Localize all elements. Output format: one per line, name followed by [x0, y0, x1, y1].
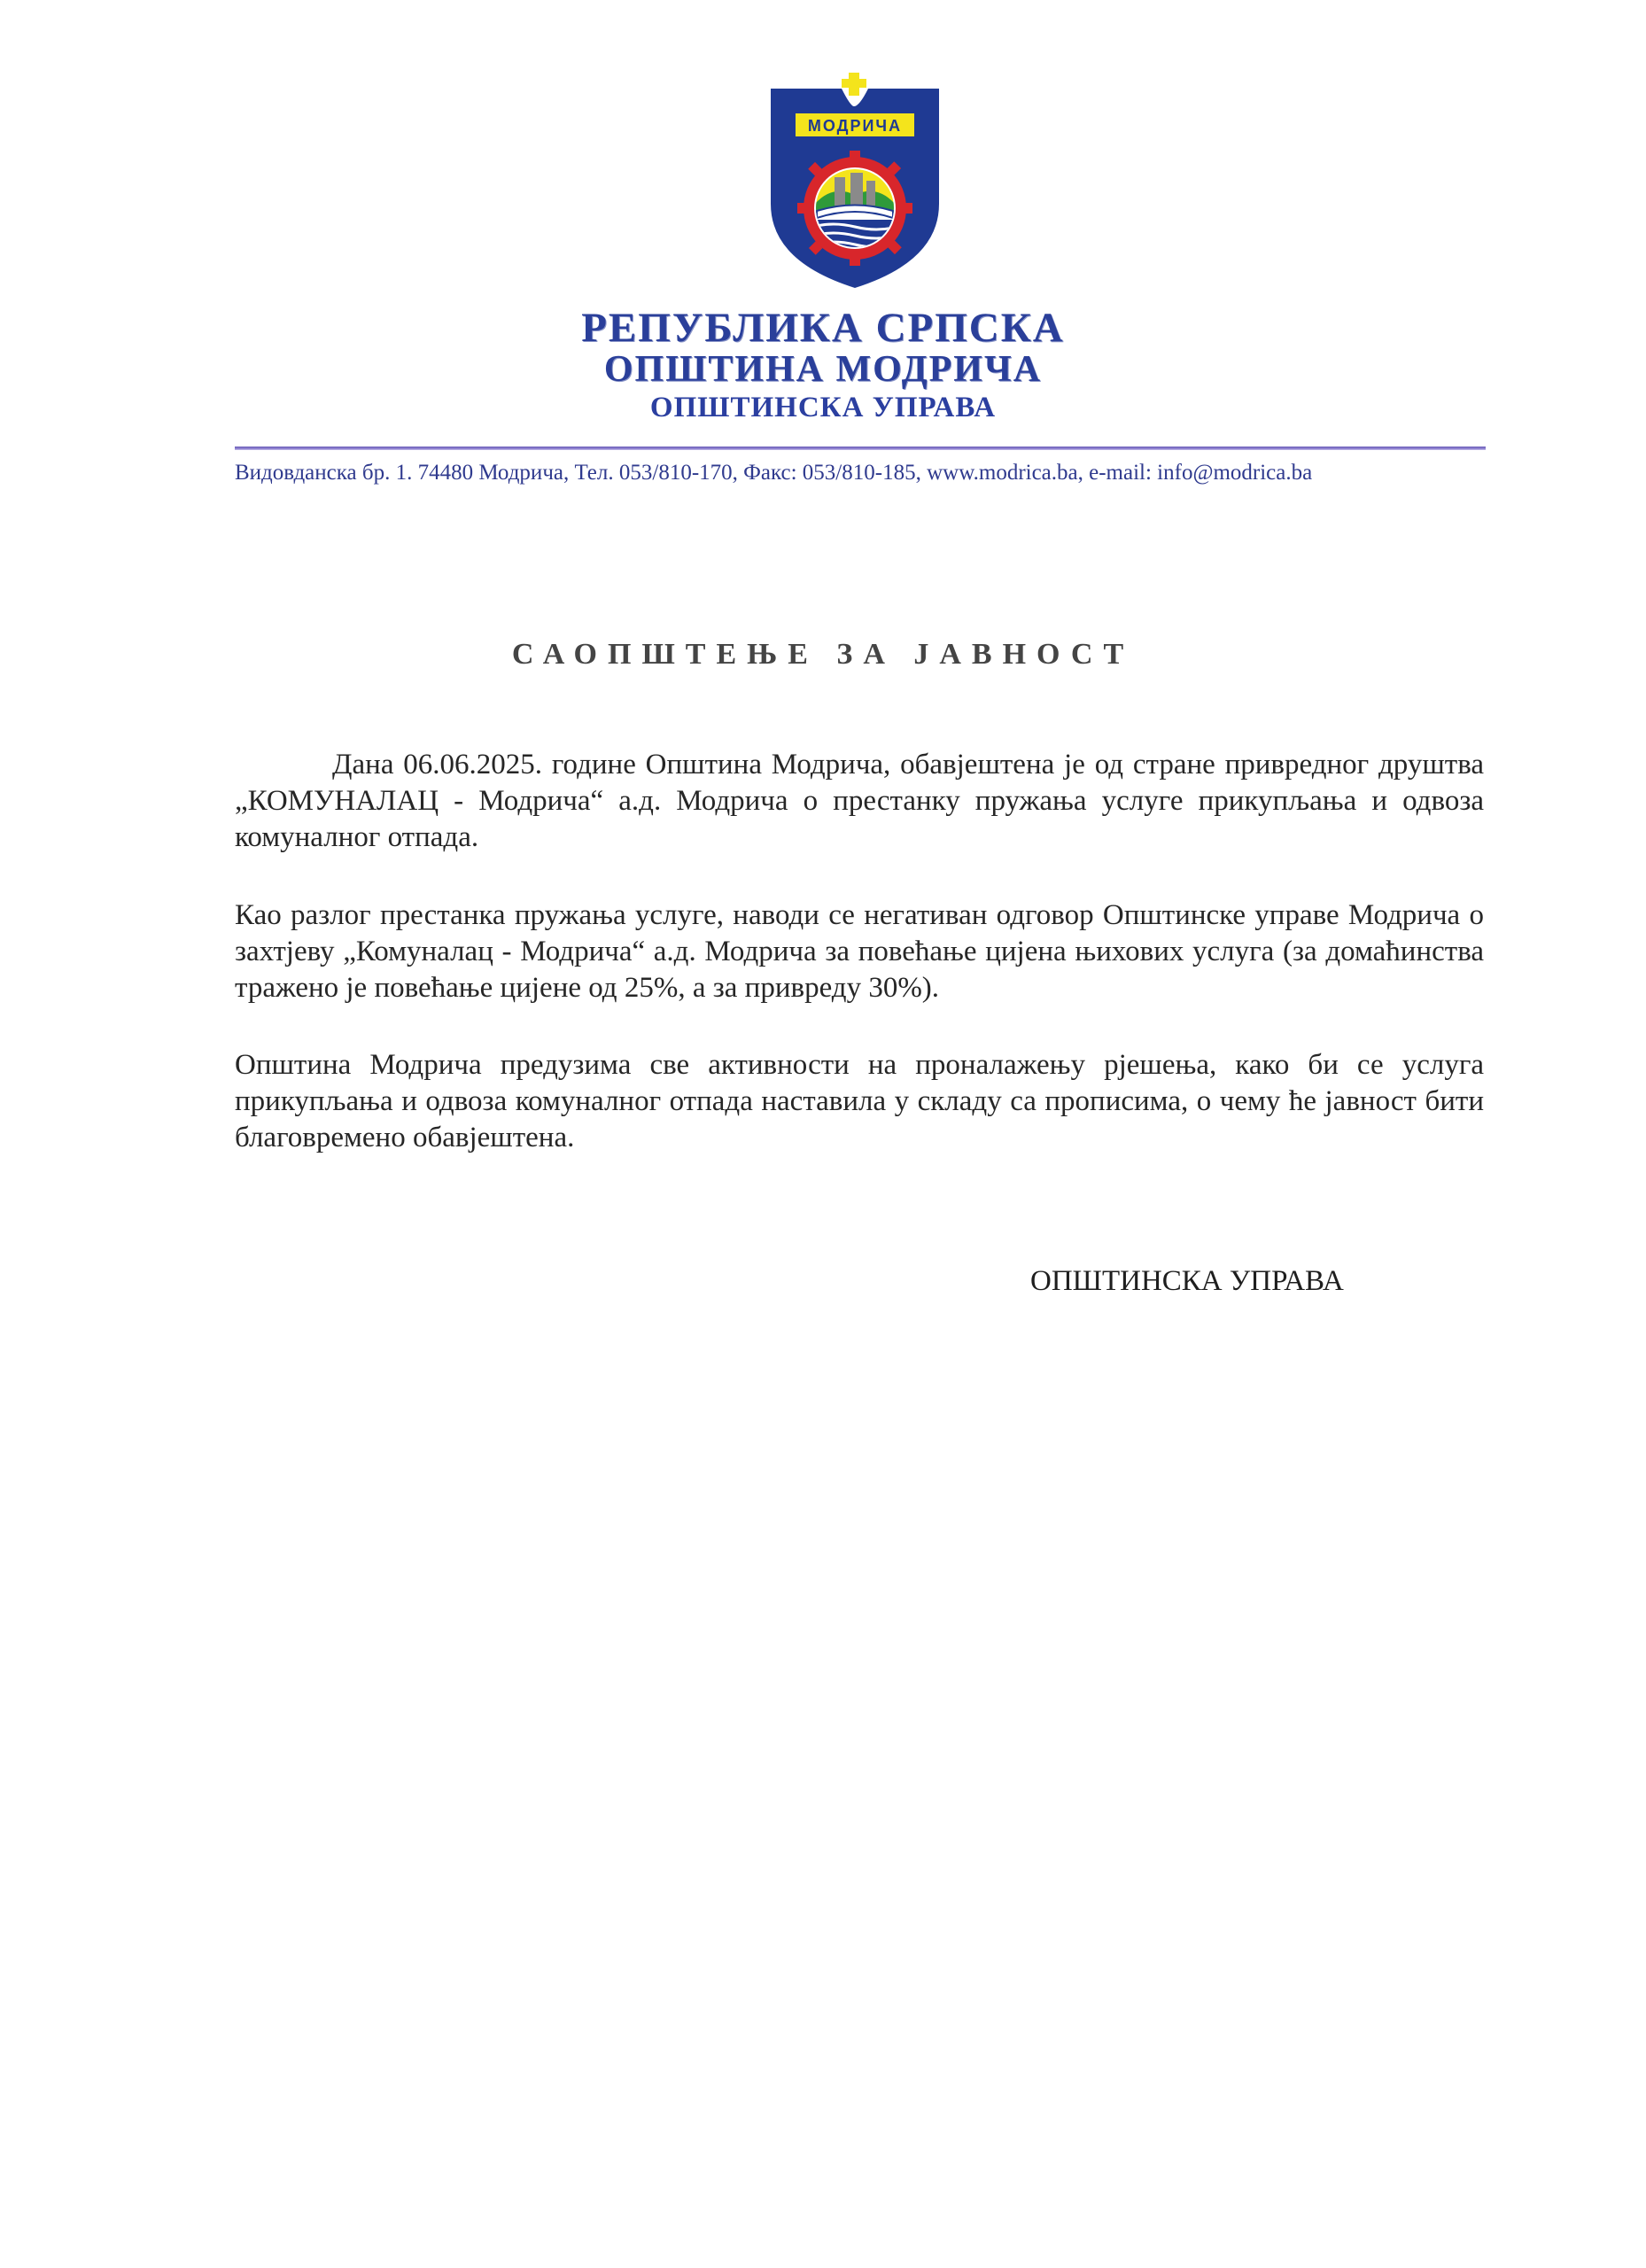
paragraph-3: Општина Модрича предузима све активности на проналажењу рјешења, како би се услуга прикупљања и одвоза комуналног отпада наставила у складу са прописима, о чему ће јавност бити благовремено обавјештена. [235, 1049, 1484, 1153]
municipality-heading: ОПШТИНА МОДРИЧА [603, 349, 1043, 390]
signature-block: ОПШТИНСКА УПРАВА [1030, 1265, 1344, 1297]
coat-of-arms-icon [762, 71, 948, 292]
coat-label: МОДРИЧА [807, 117, 903, 135]
paragraph-1: Дана 06.06.2025. године Општина Модрича, обавјештена је од стране привредног друштва „КОМУНАЛАЦ - Модрича“ а.д. Модрича о престанку пружања услуге прикупљања и одвоза комуналног отпада. [235, 749, 1484, 853]
paragraph-2: Као разлог престанка пружања услуге, наводи се негативан одговор Општинске управе Модрича о захтјеву „Комуналац - Модрича“ а.д. Модрича за повећање цијена њихових услуга (за домаћинства тражено је повећање цијене од 25%, а за привреду 30%). [235, 899, 1484, 1004]
contact-info: Видовданска бр. 1. 74480 Модрича, Тел. 053/810-170, Факс: 053/810-185, www.modrica.ba, e-mail: info@modrica.ba [235, 461, 1313, 485]
header-divider [235, 447, 1486, 450]
republic-heading: РЕПУБЛИКА СРПСКА [581, 305, 1065, 351]
administration-heading: ОПШТИНСКА УПРАВА [649, 392, 997, 423]
document-title: САОПШТЕЊЕ ЗА ЈАВНОСТ [511, 638, 1135, 671]
